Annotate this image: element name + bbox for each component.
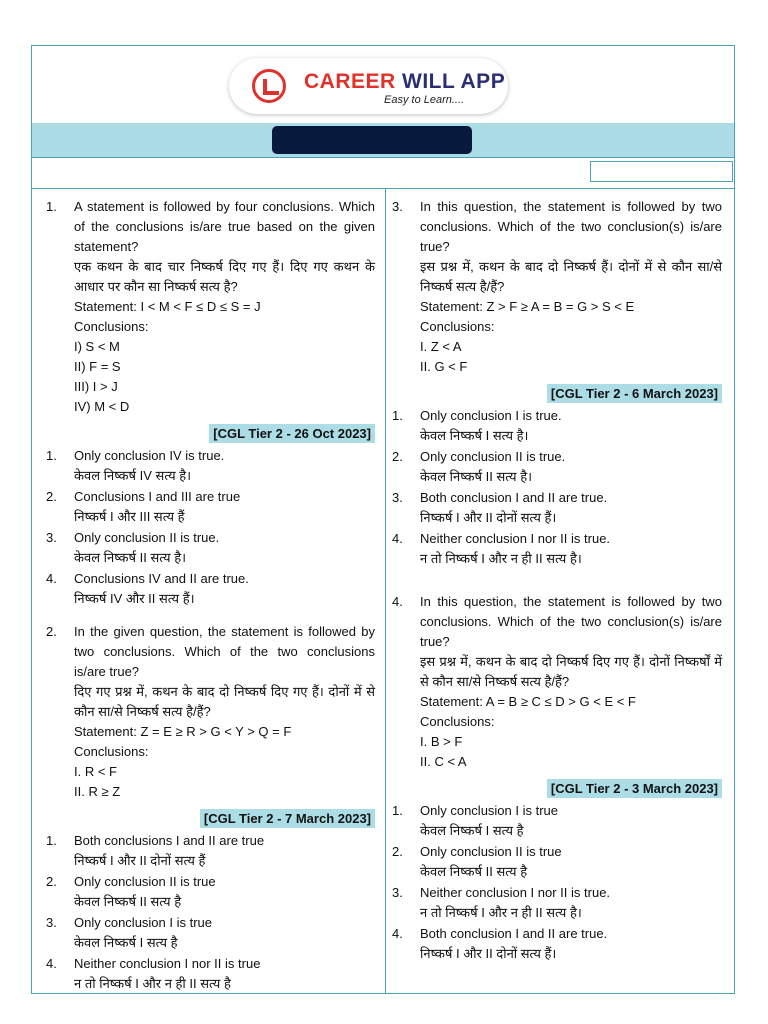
left-column bbox=[46, 197, 375, 995]
option: 2. Only conclusion II is true केवल निष्कर्ष II सत्य है bbox=[46, 874, 216, 909]
option: 1. Both conclusions I and II are true निष्कर्ष I और II दोनों सत्य हैं bbox=[46, 833, 265, 868]
question-line: Statement: A = B ≥ C ≤ D > G < E < F bbox=[420, 694, 636, 709]
question-text-hindi: एक कथन के बाद चार निष्कर्ष दिए गए हैं। दिए गए कथन के आधार पर कौन सा निष्कर्ष सत्य है? bbox=[74, 259, 375, 294]
brand-logo bbox=[229, 58, 508, 114]
question-4 bbox=[392, 592, 722, 772]
option: 4. Conclusions IV and II are true. निष्कर्ष IV और II सत्य हैं। bbox=[46, 571, 249, 606]
question-line: II. G < F bbox=[420, 359, 468, 374]
exam-tag: [CGL Tier 2 - 7 March 2023] bbox=[200, 809, 375, 828]
question-line: I. Z < A bbox=[420, 339, 462, 354]
options-list bbox=[392, 406, 722, 569]
info-box bbox=[590, 161, 733, 182]
option: 4. Both conclusion I and II are true. निष्कर्ष I और II दोनों सत्य हैं। bbox=[392, 926, 608, 961]
question-line: II) F = S bbox=[74, 359, 121, 374]
divider bbox=[32, 188, 734, 189]
question-3 bbox=[392, 197, 722, 377]
option: 2. Only conclusion II is true. केवल निष्कर्ष II सत्य है। bbox=[392, 449, 566, 484]
question-line: I. R < F bbox=[74, 764, 117, 779]
options-list bbox=[392, 801, 722, 964]
option: 3. Only conclusion II is true. केवल निष्कर्ष II सत्य है। bbox=[46, 530, 220, 565]
option: 2. Conclusions I and III are true निष्कर्ष I और III सत्य हैं bbox=[46, 489, 241, 524]
exam-tag: [CGL Tier 2 - 3 March 2023] bbox=[547, 779, 722, 798]
logo-icon bbox=[252, 69, 286, 103]
question-text: In this question, the statement is followed by two conclusions. Which of the two conclusion(s) is/are true? bbox=[420, 594, 722, 649]
question-line: Conclusions: bbox=[420, 319, 495, 334]
question-text: A statement is followed by four conclusions. Which of the conclusions is/are true based on the given statement? bbox=[74, 199, 375, 254]
question-line: Statement: I < M < F ≤ D ≤ S = J bbox=[74, 299, 261, 314]
exam-tag: [CGL Tier 2 - 6 March 2023] bbox=[547, 384, 722, 403]
question-number: 4. bbox=[392, 594, 403, 609]
question-number: 2. bbox=[46, 624, 57, 639]
question-line: II. R ≥ Z bbox=[74, 784, 121, 799]
question-line: Conclusions: bbox=[74, 744, 149, 759]
question-line: I) S < M bbox=[74, 339, 120, 354]
question-text: In this question, the statement is followed by two conclusions. Which of the two conclusion(s) is/are true? bbox=[420, 199, 722, 254]
question-line: Conclusions: bbox=[420, 714, 495, 729]
option: 1. Only conclusion IV is true. केवल निष्कर्ष IV सत्य है। bbox=[46, 448, 225, 483]
options-list bbox=[46, 831, 375, 994]
question-line: I. B > F bbox=[420, 734, 463, 749]
divider bbox=[32, 157, 734, 158]
options-list bbox=[46, 446, 375, 609]
brand-name: CAREER WILL APP bbox=[304, 70, 506, 93]
question-text: In the given question, the statement is followed by two conclusions. Which of the two conclusions is/are true? bbox=[74, 624, 375, 679]
option: 3. Both conclusion I and II are true. निष्कर्ष I और II दोनों सत्य हैं। bbox=[392, 490, 608, 525]
title-pill bbox=[272, 126, 472, 154]
question-1 bbox=[46, 197, 375, 417]
option: 3. Only conclusion I is true केवल निष्कर्ष I सत्य है bbox=[46, 915, 213, 950]
question-text-hindi: इस प्रश्न में, कथन के बाद दो निष्कर्ष दिए गए हैं। दोनों निष्कर्षों में से कौन सा/से निष्कर्ष सत्य है/हैं? bbox=[420, 654, 722, 689]
option: 3. Neither conclusion I nor II is true. न तो निष्कर्ष I और न ही II सत्य है। bbox=[392, 885, 611, 920]
option: 1. Only conclusion I is true. केवल निष्कर्ष I सत्य है। bbox=[392, 408, 562, 443]
right-column bbox=[392, 197, 722, 965]
question-line: III) I > J bbox=[74, 379, 118, 394]
question-line: II. C < A bbox=[420, 754, 467, 769]
question-number: 3. bbox=[392, 199, 403, 214]
option: 4. Neither conclusion I nor II is true. न तो निष्कर्ष I और न ही II सत्य है। bbox=[392, 531, 611, 566]
question-text-hindi: दिए गए प्रश्न में, कथन के बाद दो निष्कर्ष दिए गए हैं। दोनों में से कौन सा/से निष्कर्ष सत्य है/हैं? bbox=[74, 684, 375, 719]
question-line: Statement: Z = E ≥ R > G < Y > Q = F bbox=[74, 724, 292, 739]
column-divider bbox=[385, 189, 386, 994]
question-line: Statement: Z > F ≥ A = B = G > S < E bbox=[420, 299, 635, 314]
exam-tag: [CGL Tier 2 - 26 Oct 2023] bbox=[209, 424, 375, 443]
option: 4. Neither conclusion I nor II is true न तो निष्कर्ष I और न ही II सत्य है bbox=[46, 956, 261, 991]
option: 2. Only conclusion II is true केवल निष्कर्ष II सत्य है bbox=[392, 844, 562, 879]
question-line: Conclusions: bbox=[74, 319, 149, 334]
brand-tagline: Easy to Learn.... bbox=[384, 94, 465, 106]
question-text-hindi: इस प्रश्न में, कथन के बाद दो निष्कर्ष हैं। दोनों में से कौन सा/से निष्कर्ष सत्य है/हैं? bbox=[420, 259, 722, 294]
question-line: IV) M < D bbox=[74, 399, 130, 414]
question-number: 1. bbox=[46, 199, 57, 214]
question-2 bbox=[46, 622, 375, 802]
option: 1. Only conclusion I is true केवल निष्कर्ष I सत्य है bbox=[392, 803, 559, 838]
